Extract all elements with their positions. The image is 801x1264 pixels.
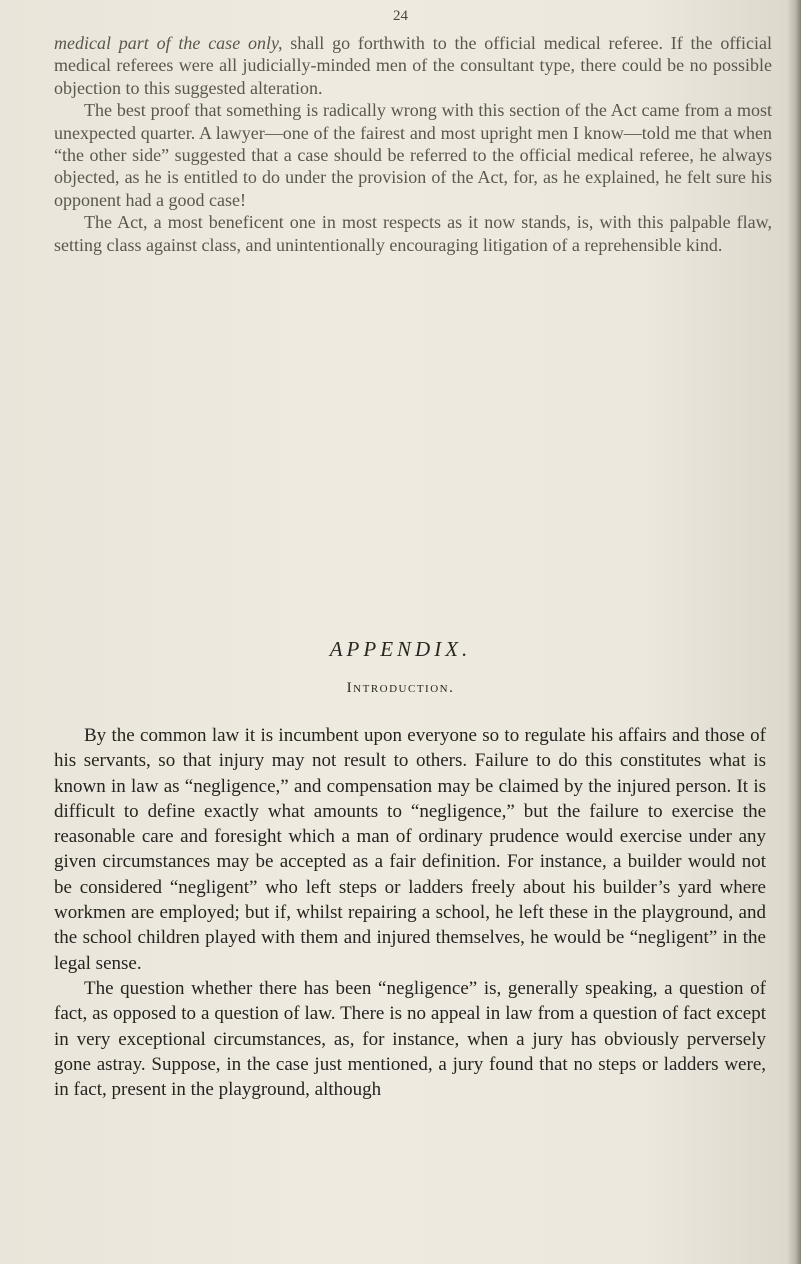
- appendix-paragraph-1: By the common law it is incumbent upon everyone so to regulate his affairs and those of his servants, so that injury may not result to others. Failure to do this constitutes what is known in law as “negligence,” and compensation may be claimed by the injured person. It is difficult to define exactly what amounts to “negligence,” but the failure to exercise the reasonable care and foresight which a man of ordinary prudence would exercise under any given circumstances may be accepted as a fair definition. For instance, a builder would not be considered “negligent” who left steps or ladders freely about his builder’s yard where workmen are employed; but if, whilst repairing a school, he left these in the playground, and the school children played with them and injured themselves, he would be “negligent” in the legal sense.: [54, 725, 766, 974]
- italic-phrase: medical part of the case only,: [54, 33, 283, 53]
- continuation-paragraph-2: The best proof that something is radically wrong with this section of the Act came from a most unexpected quarter. A lawyer—one of the fairest and most upright men I know—told me that when “the other side” suggested that a case should be referred to the official medical referee, he always objected, as he is entitled to do under the provision of the Act, for, as he explained, he felt sure his opponent had a good case!: [54, 100, 772, 210]
- continuation-paragraph-3: The Act, a most beneficent one in most respects as it now stands, is, with this palpable flaw, setting class against class, and unintentionally encouraging litigation of a reprehensible kind.: [54, 212, 772, 255]
- continuation-paragraph-1-text: shall go forthwith to the official medical referee. If the official medical referees were all judicially-minded men of the consultant type, there could be no possible objection to this suggested alteration.: [54, 33, 772, 98]
- page-edge-shadow: [787, 0, 801, 1264]
- continuation-text: [54, 32, 772, 256]
- page-number: 24: [393, 8, 408, 24]
- appendix-paragraph-2: The question whether there has been “negligence” is, generally speaking, a question of fact, as opposed to a question of law. There is no appeal in law from a question of fact except in very exceptional circumstances, as, for instance, when a jury has obviously perversely gone astray. Suppose, in the case just mentioned, a jury found that no steps or ladders were, in fact, present in the playground, although: [54, 977, 766, 1101]
- appendix-title: APPENDIX.: [329, 637, 472, 661]
- appendix-body: [54, 723, 766, 1102]
- section-heading: Introduction.: [346, 680, 455, 696]
- continuation-paragraph-1: [54, 32, 772, 99]
